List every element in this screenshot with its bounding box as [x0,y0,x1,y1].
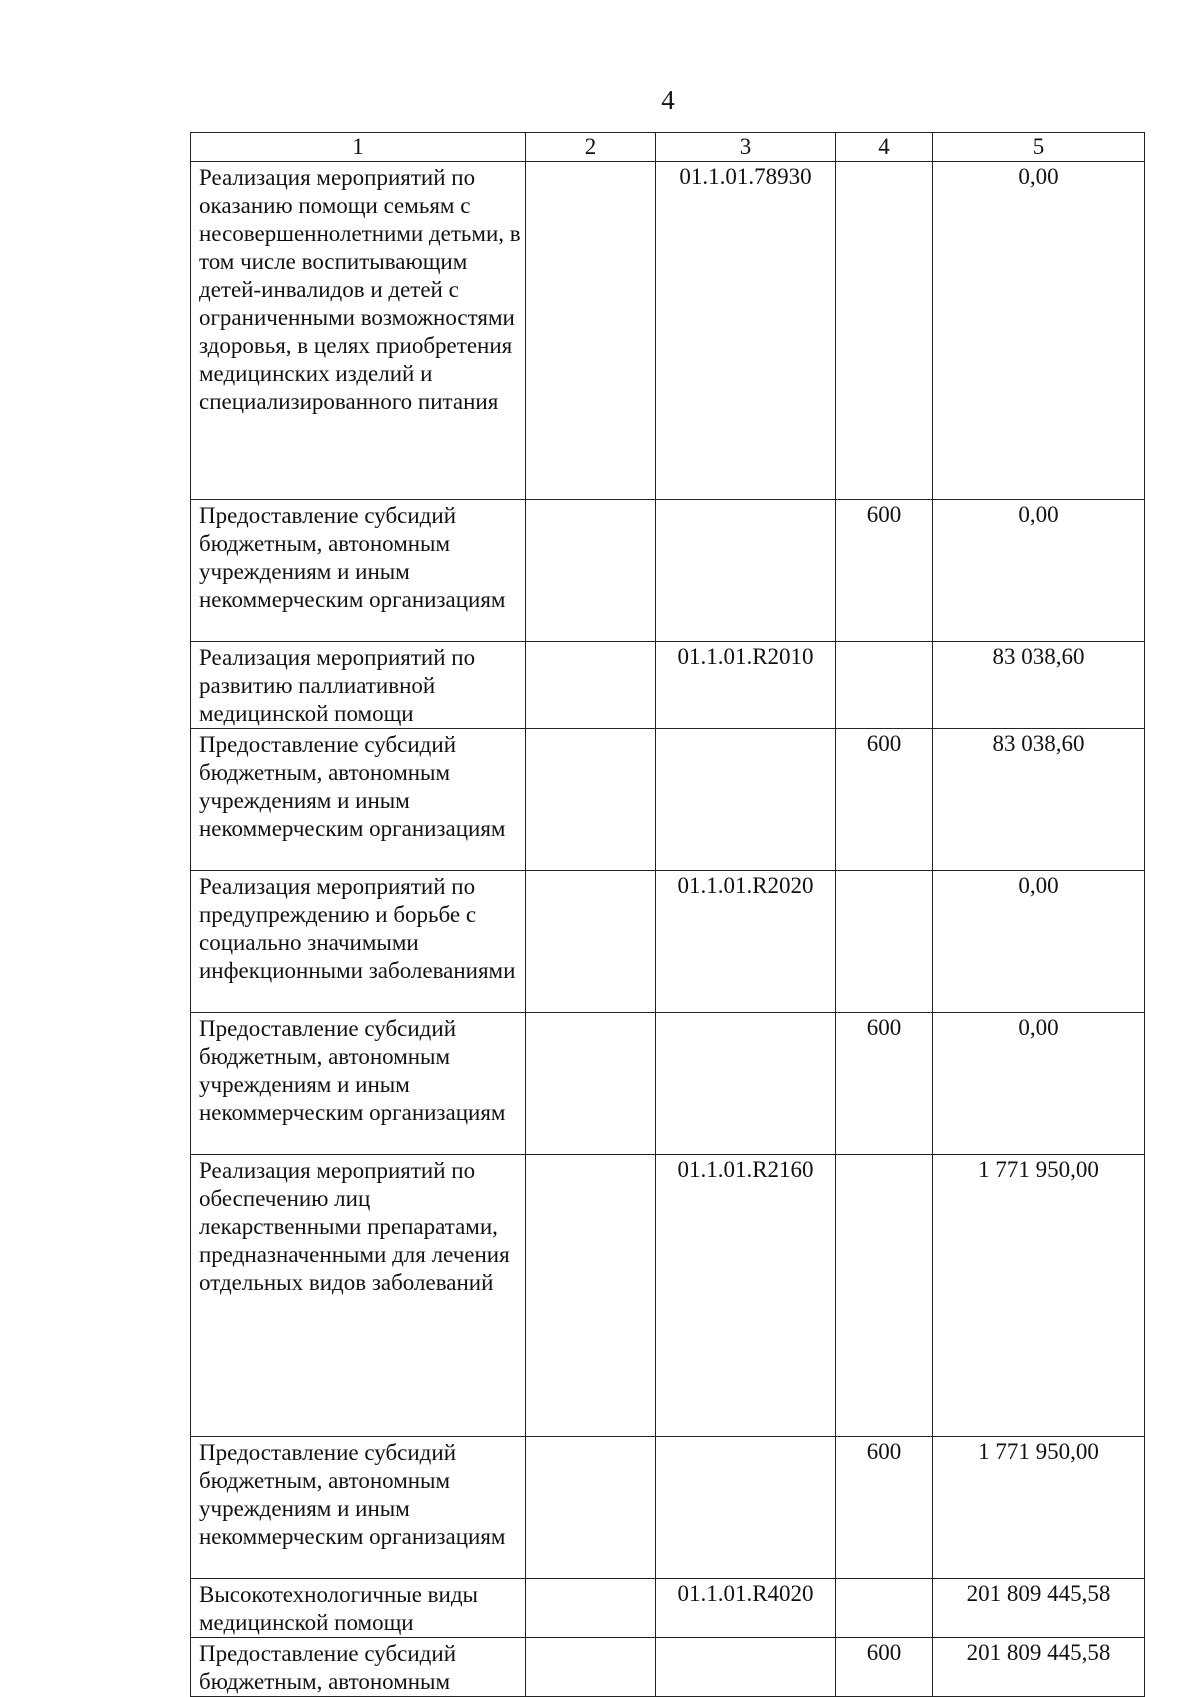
row-type-cell [836,1579,933,1638]
row-name-cell: Реализация мероприятий по оказанию помощи семьям с несовершеннолетними детьми, в том числе воспитывающим детей-инвалидов и детей с ограниченными возможностями здоровья, в целях приобретения медицинских изделий и специализированного питания [191,162,526,500]
row-amount-cell: 1 771 950,00 [933,1155,1145,1437]
row-code-cell: 01.1.01.78930 [656,162,836,500]
budget-table [190,132,1145,1697]
row-code-cell [656,1638,836,1697]
table-row [191,1579,1145,1638]
row-type-cell: 600 [836,500,933,642]
table-row [191,871,1145,1013]
row-col2-cell [526,1155,656,1437]
row-name-cell: Реализация мероприятий по обеспечению лиц лекарственными препаратами, предназначенными для лечения отдельных видов заболеваний [191,1155,526,1437]
row-name-cell: Реализация мероприятий по развитию паллиативной медицинской помощи [191,642,526,729]
row-type-cell: 600 [836,1638,933,1697]
row-type-cell: 600 [836,729,933,871]
row-col2-cell [526,1579,656,1638]
row-code-cell [656,729,836,871]
header-col-1: 1 [191,133,526,162]
page-number: 4 [661,85,675,115]
row-col2-cell [526,1013,656,1155]
row-amount-cell: 0,00 [933,162,1145,500]
row-amount-cell: 1 771 950,00 [933,1437,1145,1579]
row-name-cell: Реализация мероприятий по предупреждению и борьбе с социально значимыми инфекционными заболеваниями [191,871,526,1013]
row-code-cell: 01.1.01.R2160 [656,1155,836,1437]
row-code-cell: 01.1.01.R4020 [656,1579,836,1638]
header-col-4: 4 [836,133,933,162]
row-code-cell [656,1013,836,1155]
table-row [191,642,1145,729]
row-type-cell [836,871,933,1013]
table-row [191,1437,1145,1579]
row-type-cell: 600 [836,1437,933,1579]
row-type-cell [836,162,933,500]
header-col-5: 5 [933,133,1145,162]
row-amount-cell: 0,00 [933,1013,1145,1155]
row-amount-cell: 0,00 [933,500,1145,642]
row-col2-cell [526,871,656,1013]
header-col-3: 3 [656,133,836,162]
row-code-cell [656,1437,836,1579]
row-name-cell: Предоставление субсидий бюджетным, автономным [191,1638,526,1697]
row-amount-cell: 83 038,60 [933,642,1145,729]
row-amount-cell: 0,00 [933,871,1145,1013]
row-name-cell: Предоставление субсидий бюджетным, автономным учреждениям и иным некоммерческим организациям [191,500,526,642]
table-row [191,1013,1145,1155]
table-row [191,162,1145,500]
table-row [191,729,1145,871]
row-amount-cell: 201 809 445,58 [933,1638,1145,1697]
row-code-cell: 01.1.01.R2010 [656,642,836,729]
row-col2-cell [526,1437,656,1579]
row-type-cell: 600 [836,1013,933,1155]
table-row [191,500,1145,642]
row-col2-cell [526,500,656,642]
table-row [191,1155,1145,1437]
header-col-2: 2 [526,133,656,162]
row-name-cell: Предоставление субсидий бюджетным, автономным учреждениям и иным некоммерческим организациям [191,729,526,871]
table-body [191,162,1145,1697]
row-col2-cell [526,729,656,871]
row-name-cell: Предоставление субсидий бюджетным, автономным учреждениям и иным некоммерческим организациям [191,1437,526,1579]
row-code-cell [656,500,836,642]
header-row [191,133,1145,162]
row-code-cell: 01.1.01.R2020 [656,871,836,1013]
row-name-cell: Высокотехнологичные виды медицинской помощи [191,1579,526,1638]
row-amount-cell: 201 809 445,58 [933,1579,1145,1638]
row-amount-cell: 83 038,60 [933,729,1145,871]
row-col2-cell [526,642,656,729]
row-col2-cell [526,162,656,500]
row-type-cell [836,642,933,729]
table-row [191,1638,1145,1697]
row-name-cell: Предоставление субсидий бюджетным, автономным учреждениям и иным некоммерческим организациям [191,1013,526,1155]
row-col2-cell [526,1638,656,1697]
row-type-cell [836,1155,933,1437]
